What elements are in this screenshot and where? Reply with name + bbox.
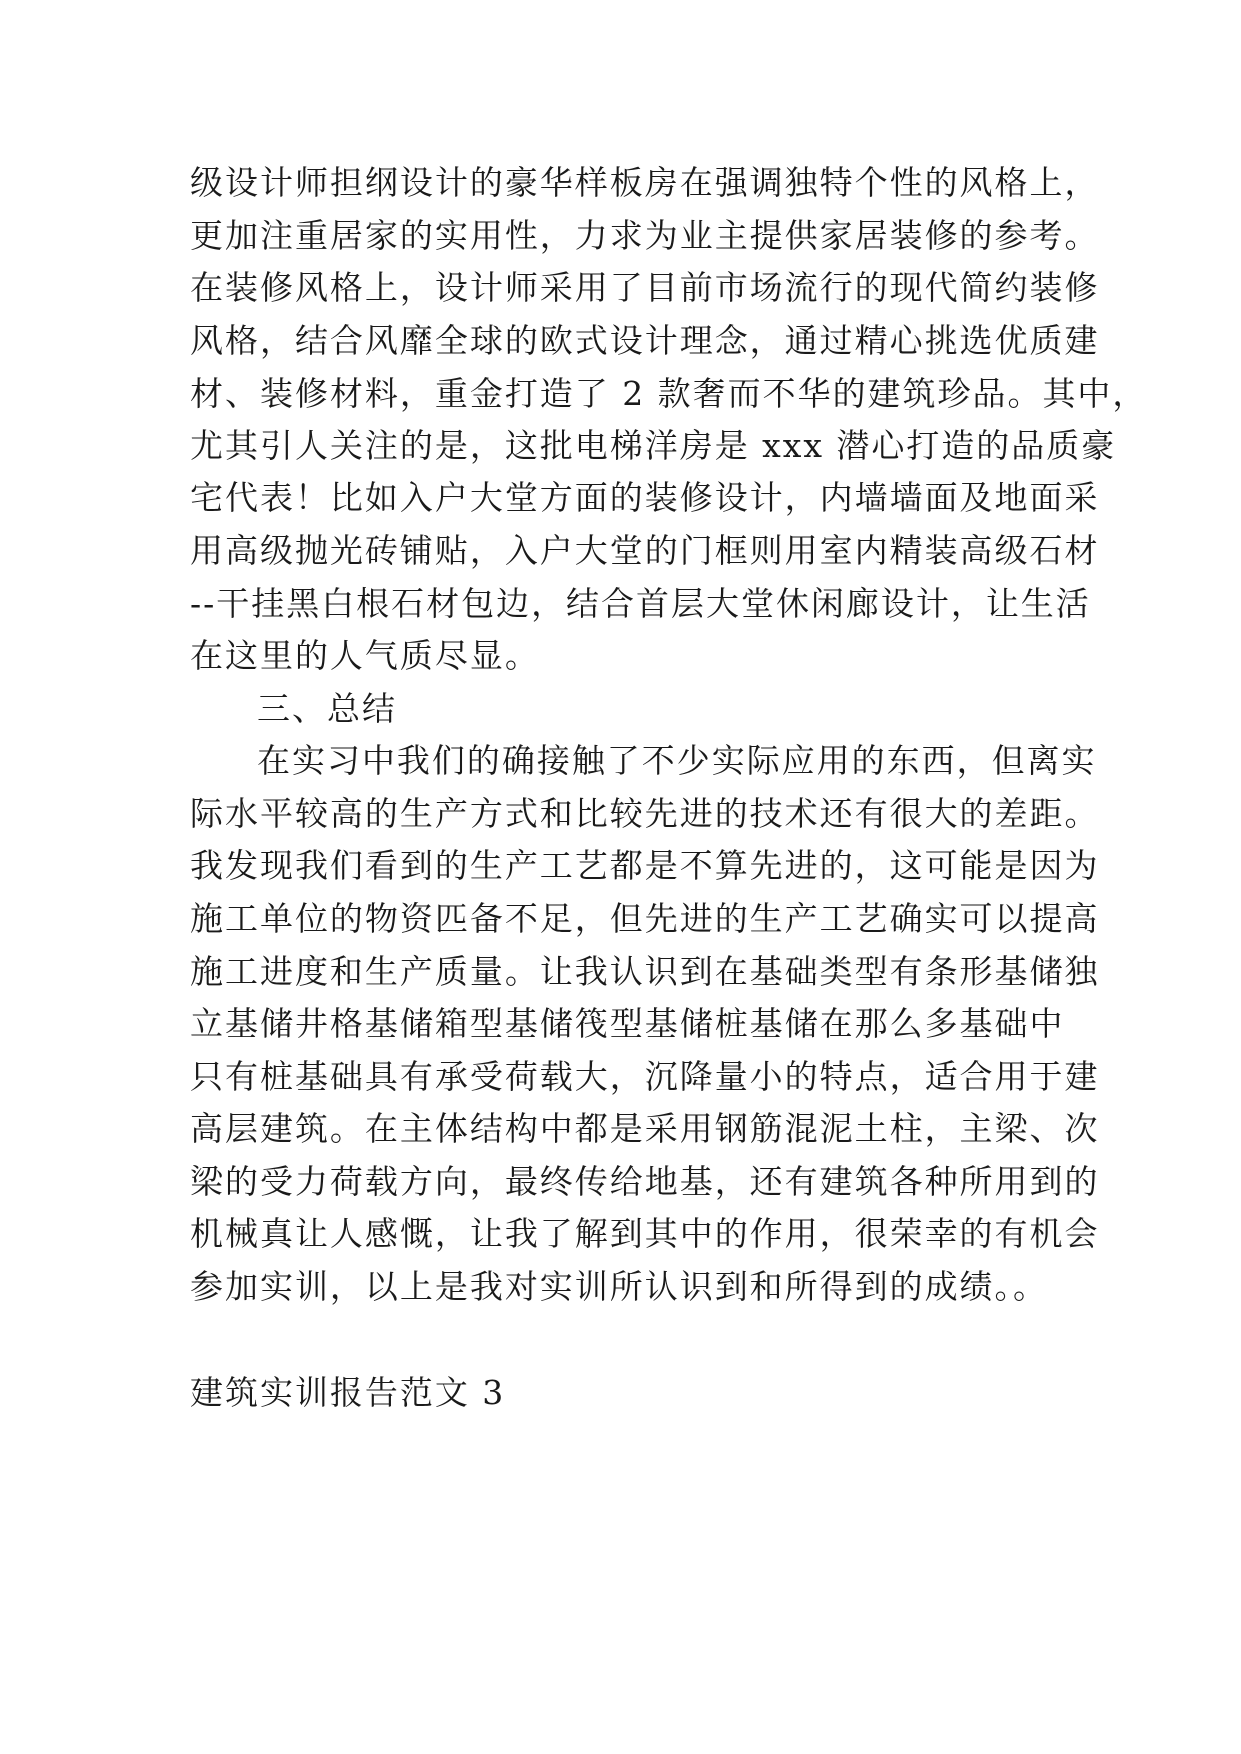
- paragraph-line: 用高级抛光砖铺贴，入户大堂的门框则用室内精装高级石材: [190, 531, 1100, 570]
- paragraph-line: --干挂黑白根石材包边，结合首层大堂休闲廊设计，让生活: [190, 584, 1091, 623]
- summary-line: 在实习中我们的确接触了不少实际应用的东西，但离实: [257, 741, 1097, 780]
- paragraph-line: 材、装修材料，重金打造了 2 款奢而不华的建筑珍品。其中，: [190, 374, 1148, 413]
- paragraph-line: 更加注重居家的实用性，力求为业主提供家居装修的参考。: [190, 216, 1100, 255]
- paragraph-line: 风格，结合风靡全球的欧式设计理念，通过精心挑选优质建: [190, 321, 1100, 360]
- summary-line: 我发现我们看到的生产工艺都是不算先进的，这可能是因为: [190, 846, 1100, 885]
- paragraph-line: 在这里的人气质尽显。: [190, 636, 540, 675]
- paragraph-line: 级设计师担纲设计的豪华样板房在强调独特个性的风格上，: [190, 163, 1100, 202]
- summary-line: 施工进度和生产质量。让我认识到在基础类型有条形基储独: [190, 952, 1100, 991]
- paragraph-line: 尤其引人关注的是，这批电梯洋房是 xxx 潜心打造的品质豪: [190, 426, 1117, 465]
- summary-line: 只有桩基础具有承受荷载大，沉降量小的特点，适合用于建: [190, 1057, 1100, 1096]
- paragraph-line: 宅代表！比如入户大堂方面的装修设计，内墙墙面及地面采: [190, 478, 1100, 517]
- summary-line: 立基储井格基储箱型基储筏型基储桩基储在那么多基础中: [190, 1004, 1065, 1043]
- paragraph-line: 在装修风格上，设计师采用了目前市场流行的现代简约装修: [190, 268, 1100, 307]
- summary-line: 参加实训，以上是我对实训所认识到和所得到的成绩。。: [190, 1267, 1048, 1306]
- summary-line: 机械真让人感慨，让我了解到其中的作用，很荣幸的有机会: [190, 1214, 1100, 1253]
- summary-line: 施工单位的物资匹备不足，但先进的生产工艺确实可以提高: [190, 899, 1100, 938]
- section-title: 建筑实训报告范文 3: [190, 1373, 506, 1412]
- section-heading: 三、总结: [257, 689, 397, 728]
- summary-line: 高层建筑。在主体结构中都是采用钢筋混泥土柱，主梁、次: [190, 1109, 1100, 1148]
- summary-line: 梁的受力荷载方向，最终传给地基，还有建筑各种所用到的: [190, 1162, 1100, 1201]
- summary-line: 际水平较高的生产方式和比较先进的技术还有很大的差距。: [190, 794, 1100, 833]
